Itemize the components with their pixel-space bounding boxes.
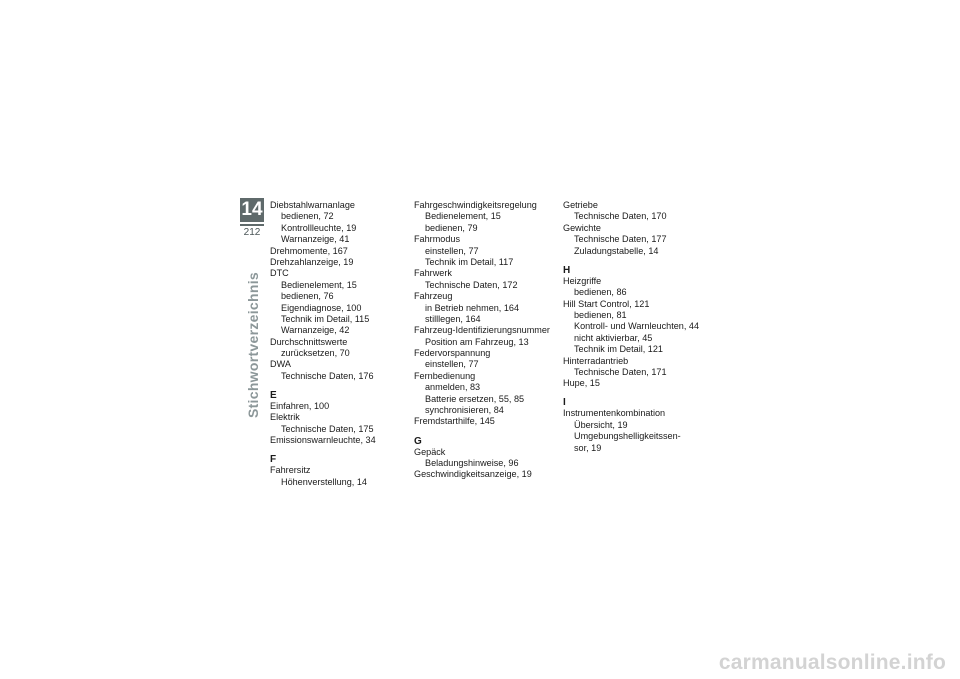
index-subentry: Technik im Detail, 117 xyxy=(425,256,514,267)
index-subentry: Umgebungshelligkeitssen- xyxy=(574,431,681,442)
index-subentry: bedienen, 81 xyxy=(574,309,627,320)
index-letter-heading: E xyxy=(270,390,277,402)
index-subentry: Zuladungstabelle, 14 xyxy=(574,245,659,256)
index-entry: Einfahren, 100 xyxy=(270,401,330,412)
index-subentry: sor, 19 xyxy=(574,442,602,453)
index-subentry: Technische Daten, 171 xyxy=(574,366,667,377)
index-subentry: bedienen, 76 xyxy=(281,291,334,302)
index-subentry: Technische Daten, 176 xyxy=(281,370,374,381)
index-column-3 xyxy=(563,200,708,454)
index-subentry: Bedienelement, 15 xyxy=(425,211,501,222)
index-subentry: Technik im Detail, 121 xyxy=(574,344,663,355)
index-entry: Federvorspannung xyxy=(414,348,491,359)
index-entry: Drehmomente, 167 xyxy=(270,245,348,256)
index-subentry: Eigendiagnose, 100 xyxy=(281,302,362,313)
index-entry: Fahrmodus xyxy=(414,234,460,245)
index-subentry: Position am Fahrzeug, 13 xyxy=(425,336,529,347)
index-subentry: bedienen, 86 xyxy=(574,287,627,298)
index-subentry: Technische Daten, 177 xyxy=(574,234,667,245)
index-entry: Emissionswarnleuchte, 34 xyxy=(270,435,376,446)
index-subentry: Beladungshinweise, 96 xyxy=(425,458,519,469)
index-subentry: Kontroll- und Warnleuchten, 44 xyxy=(574,321,700,332)
index-subentry: Warnanzeige, 42 xyxy=(281,325,350,336)
index-subentry: Technik im Detail, 115 xyxy=(281,313,370,324)
index-subentry: Technische Daten, 172 xyxy=(425,279,518,290)
index-entry: Hinterradantrieb xyxy=(563,355,629,366)
index-subentry: Höhenverstellung, 14 xyxy=(281,476,367,487)
index-entry: Heizgriffe xyxy=(563,275,602,286)
index-entry: Gewichte xyxy=(563,222,601,233)
index-subentry: in Betrieb nehmen, 164 xyxy=(425,302,520,313)
index-subentry: zurücksetzen, 70 xyxy=(281,348,350,359)
index-subentry: Warnanzeige, 41 xyxy=(281,234,350,245)
index-entry: DTC xyxy=(270,268,289,279)
index-subentry: stilllegen, 164 xyxy=(425,313,481,324)
index-entry: Fremdstarthilfe, 145 xyxy=(414,416,495,427)
section-side-title: Stichwortverzeichnis xyxy=(245,272,261,419)
index-entry: Drehzahlanzeige, 19 xyxy=(270,256,354,267)
index-entry: Fahrzeug xyxy=(414,291,453,302)
index-entry: Durchschnittswerte xyxy=(270,336,348,347)
index-column-1 xyxy=(270,200,415,488)
index-letter-heading: G xyxy=(414,435,422,447)
index-subentry: synchronisieren, 84 xyxy=(425,405,504,416)
watermark: carmanualsonline.info xyxy=(718,651,946,674)
index-entry: Hupe, 15 xyxy=(563,378,600,389)
index-letter-heading: I xyxy=(563,397,566,409)
index-entry: Hill Start Control, 121 xyxy=(563,298,650,309)
index-entry: Fahrgeschwindigkeitsregelung xyxy=(414,200,537,210)
index-subentry: bedienen, 79 xyxy=(425,222,478,233)
index-subentry: Übersicht, 19 xyxy=(574,419,628,430)
index-subentry: Technische Daten, 170 xyxy=(574,211,667,222)
index-entry: Geschwindigkeitsanzeige, 19 xyxy=(414,469,532,480)
index-letter-heading: F xyxy=(270,454,277,466)
index-entry: Elektrik xyxy=(270,412,300,423)
index-entry: Diebstahlwarnanlage xyxy=(270,200,355,210)
index-subentry: Bedienelement, 15 xyxy=(281,279,357,290)
index-entry: Getriebe xyxy=(563,200,598,210)
index-subentry: einstellen, 77 xyxy=(425,359,479,370)
index-entry: Instrumentenkombination xyxy=(563,408,666,419)
index-subentry: Batterie ersetzen, 55, 85 xyxy=(425,393,525,404)
index-letter-heading: H xyxy=(563,264,571,276)
index-subentry: bedienen, 72 xyxy=(281,211,334,222)
index-entry: Gepäck xyxy=(414,446,446,457)
page-number: 212 xyxy=(240,224,264,239)
index-column-2 xyxy=(414,200,559,481)
index-subentry: einstellen, 77 xyxy=(425,245,479,256)
index-subentry: nicht aktivierbar, 45 xyxy=(574,332,653,343)
index-entry: DWA xyxy=(270,359,291,370)
index-entry: Fernbedienung xyxy=(414,370,476,381)
index-subentry: Technische Daten, 175 xyxy=(281,423,374,434)
index-subentry: anmelden, 83 xyxy=(425,382,481,393)
index-entry: Fahrwerk xyxy=(414,268,452,279)
index-entry: Fahrersitz xyxy=(270,465,311,476)
chapter-number: 14 xyxy=(241,199,263,220)
index-entry: Fahrzeug-Identifizierungsnummer xyxy=(414,325,550,336)
index-subentry: Kontrollleuchte, 19 xyxy=(281,222,357,233)
